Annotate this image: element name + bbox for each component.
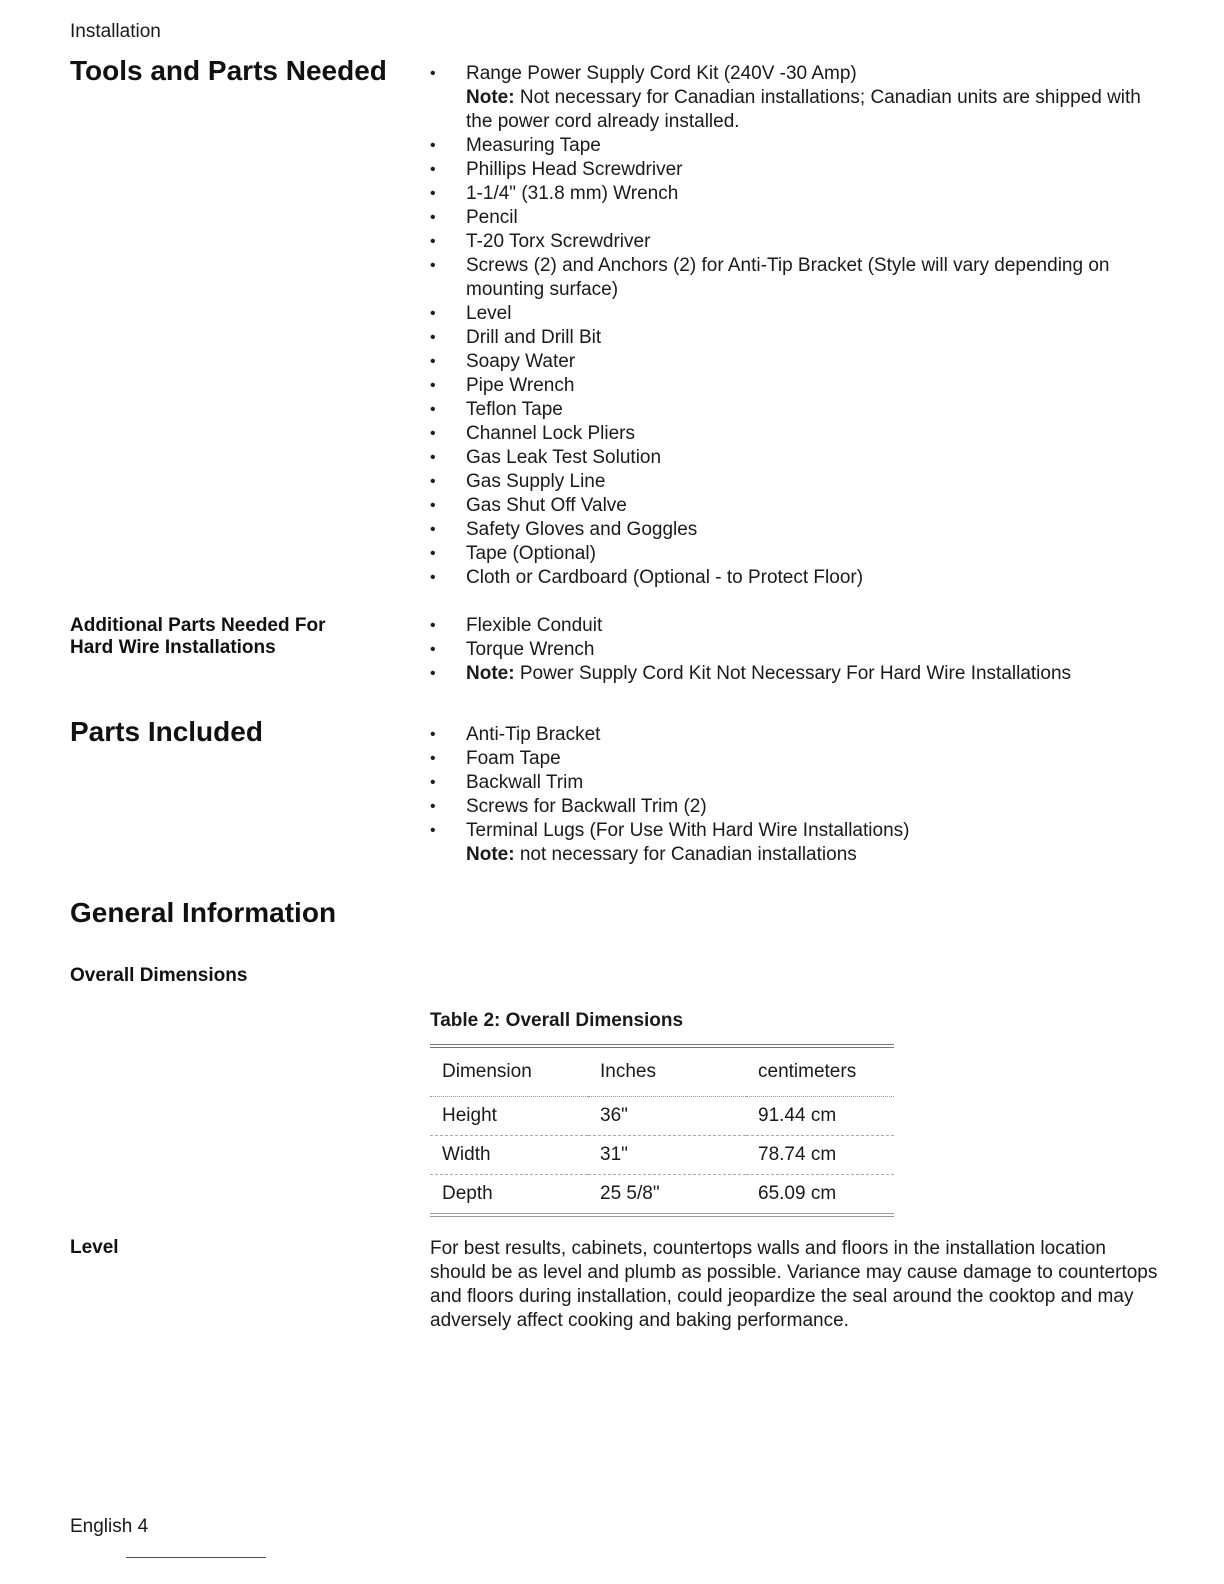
list-item: • Note: Power Supply Cord Kit Not Necessary For Hard Wire Installations bbox=[430, 662, 1160, 686]
running-header: Installation bbox=[70, 21, 161, 42]
list-item: • Phillips Head Screwdriver bbox=[430, 158, 1160, 182]
list-item: • Measuring Tape bbox=[430, 134, 1160, 158]
list-item: • Flexible Conduit bbox=[430, 614, 1160, 638]
list-item: • Tape (Optional) bbox=[430, 542, 1160, 566]
table-cell: Height bbox=[430, 1097, 588, 1136]
hardwire-list bbox=[430, 614, 1160, 686]
column-header: centimeters bbox=[746, 1046, 894, 1097]
list-item: • Gas Leak Test Solution bbox=[430, 446, 1160, 470]
list-item: • Teflon Tape bbox=[430, 398, 1160, 422]
list-item: • Channel Lock Pliers bbox=[430, 422, 1160, 446]
section-title-hardwire: Additional Parts Needed For Hard Wire Installations bbox=[70, 615, 326, 658]
subheading-overall-dimensions: Overall Dimensions bbox=[70, 965, 248, 986]
column-header: Dimension bbox=[430, 1046, 588, 1097]
list-item: • Level bbox=[430, 302, 1160, 326]
list-item: • Screws for Backwall Trim (2) bbox=[430, 795, 1160, 819]
list-item: • Anti-Tip Bracket bbox=[430, 723, 1160, 747]
note: Note: not necessary for Canadian installations bbox=[466, 844, 857, 865]
list-item: • Drill and Drill Bit bbox=[430, 326, 1160, 350]
table-cell: 78.74 cm bbox=[746, 1136, 894, 1175]
list-item: • 1-1/4" (31.8 mm) Wrench bbox=[430, 182, 1160, 206]
table-cell: 65.09 cm bbox=[746, 1175, 894, 1216]
section-title-tools: Tools and Parts Needed bbox=[70, 55, 387, 86]
subheading-level: Level bbox=[70, 1237, 119, 1258]
table-cell: 25 5/8" bbox=[588, 1175, 746, 1216]
list-item: • Pencil bbox=[430, 206, 1160, 230]
parts-included-list bbox=[430, 723, 1160, 867]
tools-list bbox=[430, 62, 1160, 590]
dimensions-table bbox=[430, 1044, 894, 1217]
note: Note: Not necessary for Canadian installations; Canadian units are shipped with the power cord already installed. bbox=[466, 87, 1141, 132]
list-item: • T-20 Torx Screwdriver bbox=[430, 230, 1160, 254]
table-row bbox=[430, 1136, 894, 1175]
table-header-row bbox=[430, 1046, 894, 1097]
list-item: • Safety Gloves and Goggles bbox=[430, 518, 1160, 542]
list-item: • Gas Supply Line bbox=[430, 470, 1160, 494]
footer-rule bbox=[126, 1557, 266, 1558]
level-paragraph: For best results, cabinets, countertops walls and floors in the installation location should be as level and plumb as possible. Variance may cause damage to countertops and floors during installation, could jeopardize the seal around the cooktop and may adversely affect cooking and baking performance. bbox=[430, 1238, 1158, 1331]
table-caption: Table 2: Overall Dimensions bbox=[430, 1010, 684, 1031]
column-header: Inches bbox=[588, 1046, 746, 1097]
list-item: • Foam Tape bbox=[430, 747, 1160, 771]
table-cell: 36" bbox=[588, 1097, 746, 1136]
list-item: • Pipe Wrench bbox=[430, 374, 1160, 398]
page-footer: English 4 bbox=[70, 1516, 149, 1537]
list-item: • Terminal Lugs (For Use With Hard Wire Installations) Note: not necessary for Canadian installations bbox=[430, 819, 1160, 867]
table-row bbox=[430, 1097, 894, 1136]
list-item: • Range Power Supply Cord Kit (240V -30 Amp) Note: Not necessary for Canadian installations; Canadian units are shipped with the power cord already installed. bbox=[430, 62, 1160, 134]
list-item: • Cloth or Cardboard (Optional - to Protect Floor) bbox=[430, 566, 1160, 590]
section-title-general: General Information bbox=[70, 897, 337, 928]
table-cell: Width bbox=[430, 1136, 588, 1175]
list-item: • Torque Wrench bbox=[430, 638, 1160, 662]
list-item: • Backwall Trim bbox=[430, 771, 1160, 795]
list-item: • Soapy Water bbox=[430, 350, 1160, 374]
section-title-parts-included: Parts Included bbox=[70, 716, 263, 747]
list-item: • Screws (2) and Anchors (2) for Anti-Tip Bracket (Style will vary depending on mounting surface) bbox=[430, 254, 1160, 302]
table-cell: Depth bbox=[430, 1175, 588, 1216]
table-cell: 91.44 cm bbox=[746, 1097, 894, 1136]
table-row bbox=[430, 1175, 894, 1216]
list-item: • Gas Shut Off Valve bbox=[430, 494, 1160, 518]
table-cell: 31" bbox=[588, 1136, 746, 1175]
